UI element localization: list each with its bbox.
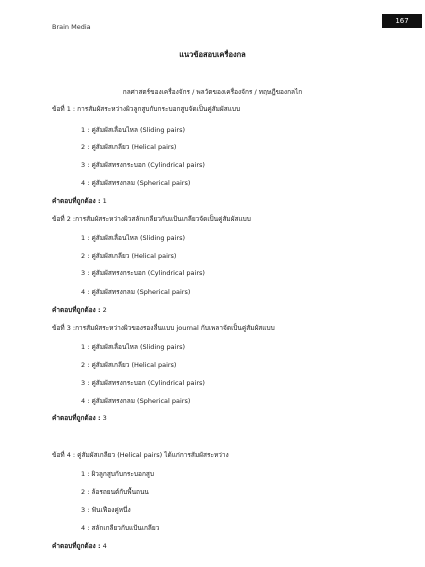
page-number-badge: 167: [382, 14, 422, 28]
question-3-choice-3: 3 : คู่สัมผัสทรงกระบอก (Cylindrical pairs): [81, 379, 205, 387]
page-title: แนวข้อสอบเครื่องกล: [179, 50, 246, 59]
answer-label: คำตอบที่ถูกต้อง :: [52, 306, 101, 314]
answer-value: 3: [102, 414, 107, 422]
question-1-choice-3: 3 : คู่สัมผัสทรงกระบอก (Cylindrical pairs): [81, 161, 205, 169]
question-2-choice-1: 1 : คู่สัมผัสเลื่อนไหล (Sliding pairs): [81, 234, 186, 242]
header-brand: Brain Media: [52, 23, 91, 31]
question-3-answer: [52, 413, 107, 423]
question-2-text: ข้อที่ 2 :การสัมผัสระหว่างผิวสลักเกลียวกับแป้นเกลียวจัดเป็นคู่สัมผัสแบบ: [52, 215, 251, 223]
question-3-choice-1: 1 : คู่สัมผัสเลื่อนไหล (Sliding pairs): [81, 343, 186, 351]
answer-label: คำตอบที่ถูกต้อง :: [52, 542, 101, 550]
question-2-choice-4: 4 : คู่สัมผัสทรงกลม (Spherical pairs): [81, 288, 191, 296]
answer-value: 1: [102, 197, 107, 205]
question-1-answer: [52, 196, 107, 206]
question-4-text: ข้อที่ 4 : คู่สัมผัสเกลียว (Helical pairs) ได้แก่การสัมผัสระหว่าง: [52, 451, 229, 459]
question-2-choice-3: 3 : คู่สัมผัสทรงกระบอก (Cylindrical pairs): [81, 269, 205, 277]
question-4-choice-1: 1 : ผิวลูกสูบกับกระบอกสูบ: [81, 470, 154, 478]
question-2-choice-2: 2 : คู่สัมผัสเกลียว (Helical pairs): [81, 252, 177, 260]
question-1-choice-2: 2 : คู่สัมผัสเกลียว (Helical pairs): [81, 143, 177, 151]
question-4-choice-3: 3 : ฟันเฟืองคู่หนึ่ง: [81, 506, 131, 514]
question-3-choice-2: 2 : คู่สัมผัสเกลียว (Helical pairs): [81, 361, 177, 369]
question-4-choice-2: 2 : ล้อรถยนต์กับพื้นถนน: [81, 488, 149, 496]
question-1-choice-1: 1 : คู่สัมผัสเลื่อนไหล (Sliding pairs): [81, 126, 186, 134]
question-3-text: ข้อที่ 3 :การสัมผัสระหว่างผิวของรองลื่นแบบ journal กับเพลาจัดเป็นคู่สัมผัสแบบ: [52, 324, 275, 332]
question-1-text: ข้อที่ 1 : การสัมผัสระหว่างผิวลูกสูบกับกระบอกสูบจัดเป็นคู่สัมผัสแบบ: [52, 105, 241, 113]
page-subtitle: กลศาสตร์ของเครื่องจักร / พลวัตของเครื่องจักร / ทฤษฎีของกลไก: [122, 88, 303, 96]
question-2-answer: [52, 305, 107, 315]
question-4-answer: [52, 541, 107, 551]
answer-value: 4: [102, 542, 107, 550]
answer-label: คำตอบที่ถูกต้อง :: [52, 197, 101, 205]
question-3-choice-4: 4 : คู่สัมผัสทรงกลม (Spherical pairs): [81, 397, 191, 405]
answer-label: คำตอบที่ถูกต้อง :: [52, 414, 101, 422]
question-1-choice-4: 4 : คู่สัมผัสทรงกลม (Spherical pairs): [81, 179, 191, 187]
answer-value: 2: [102, 306, 107, 314]
question-4-choice-4: 4 : สลักเกลียวกับแป้นเกลียว: [81, 524, 160, 532]
